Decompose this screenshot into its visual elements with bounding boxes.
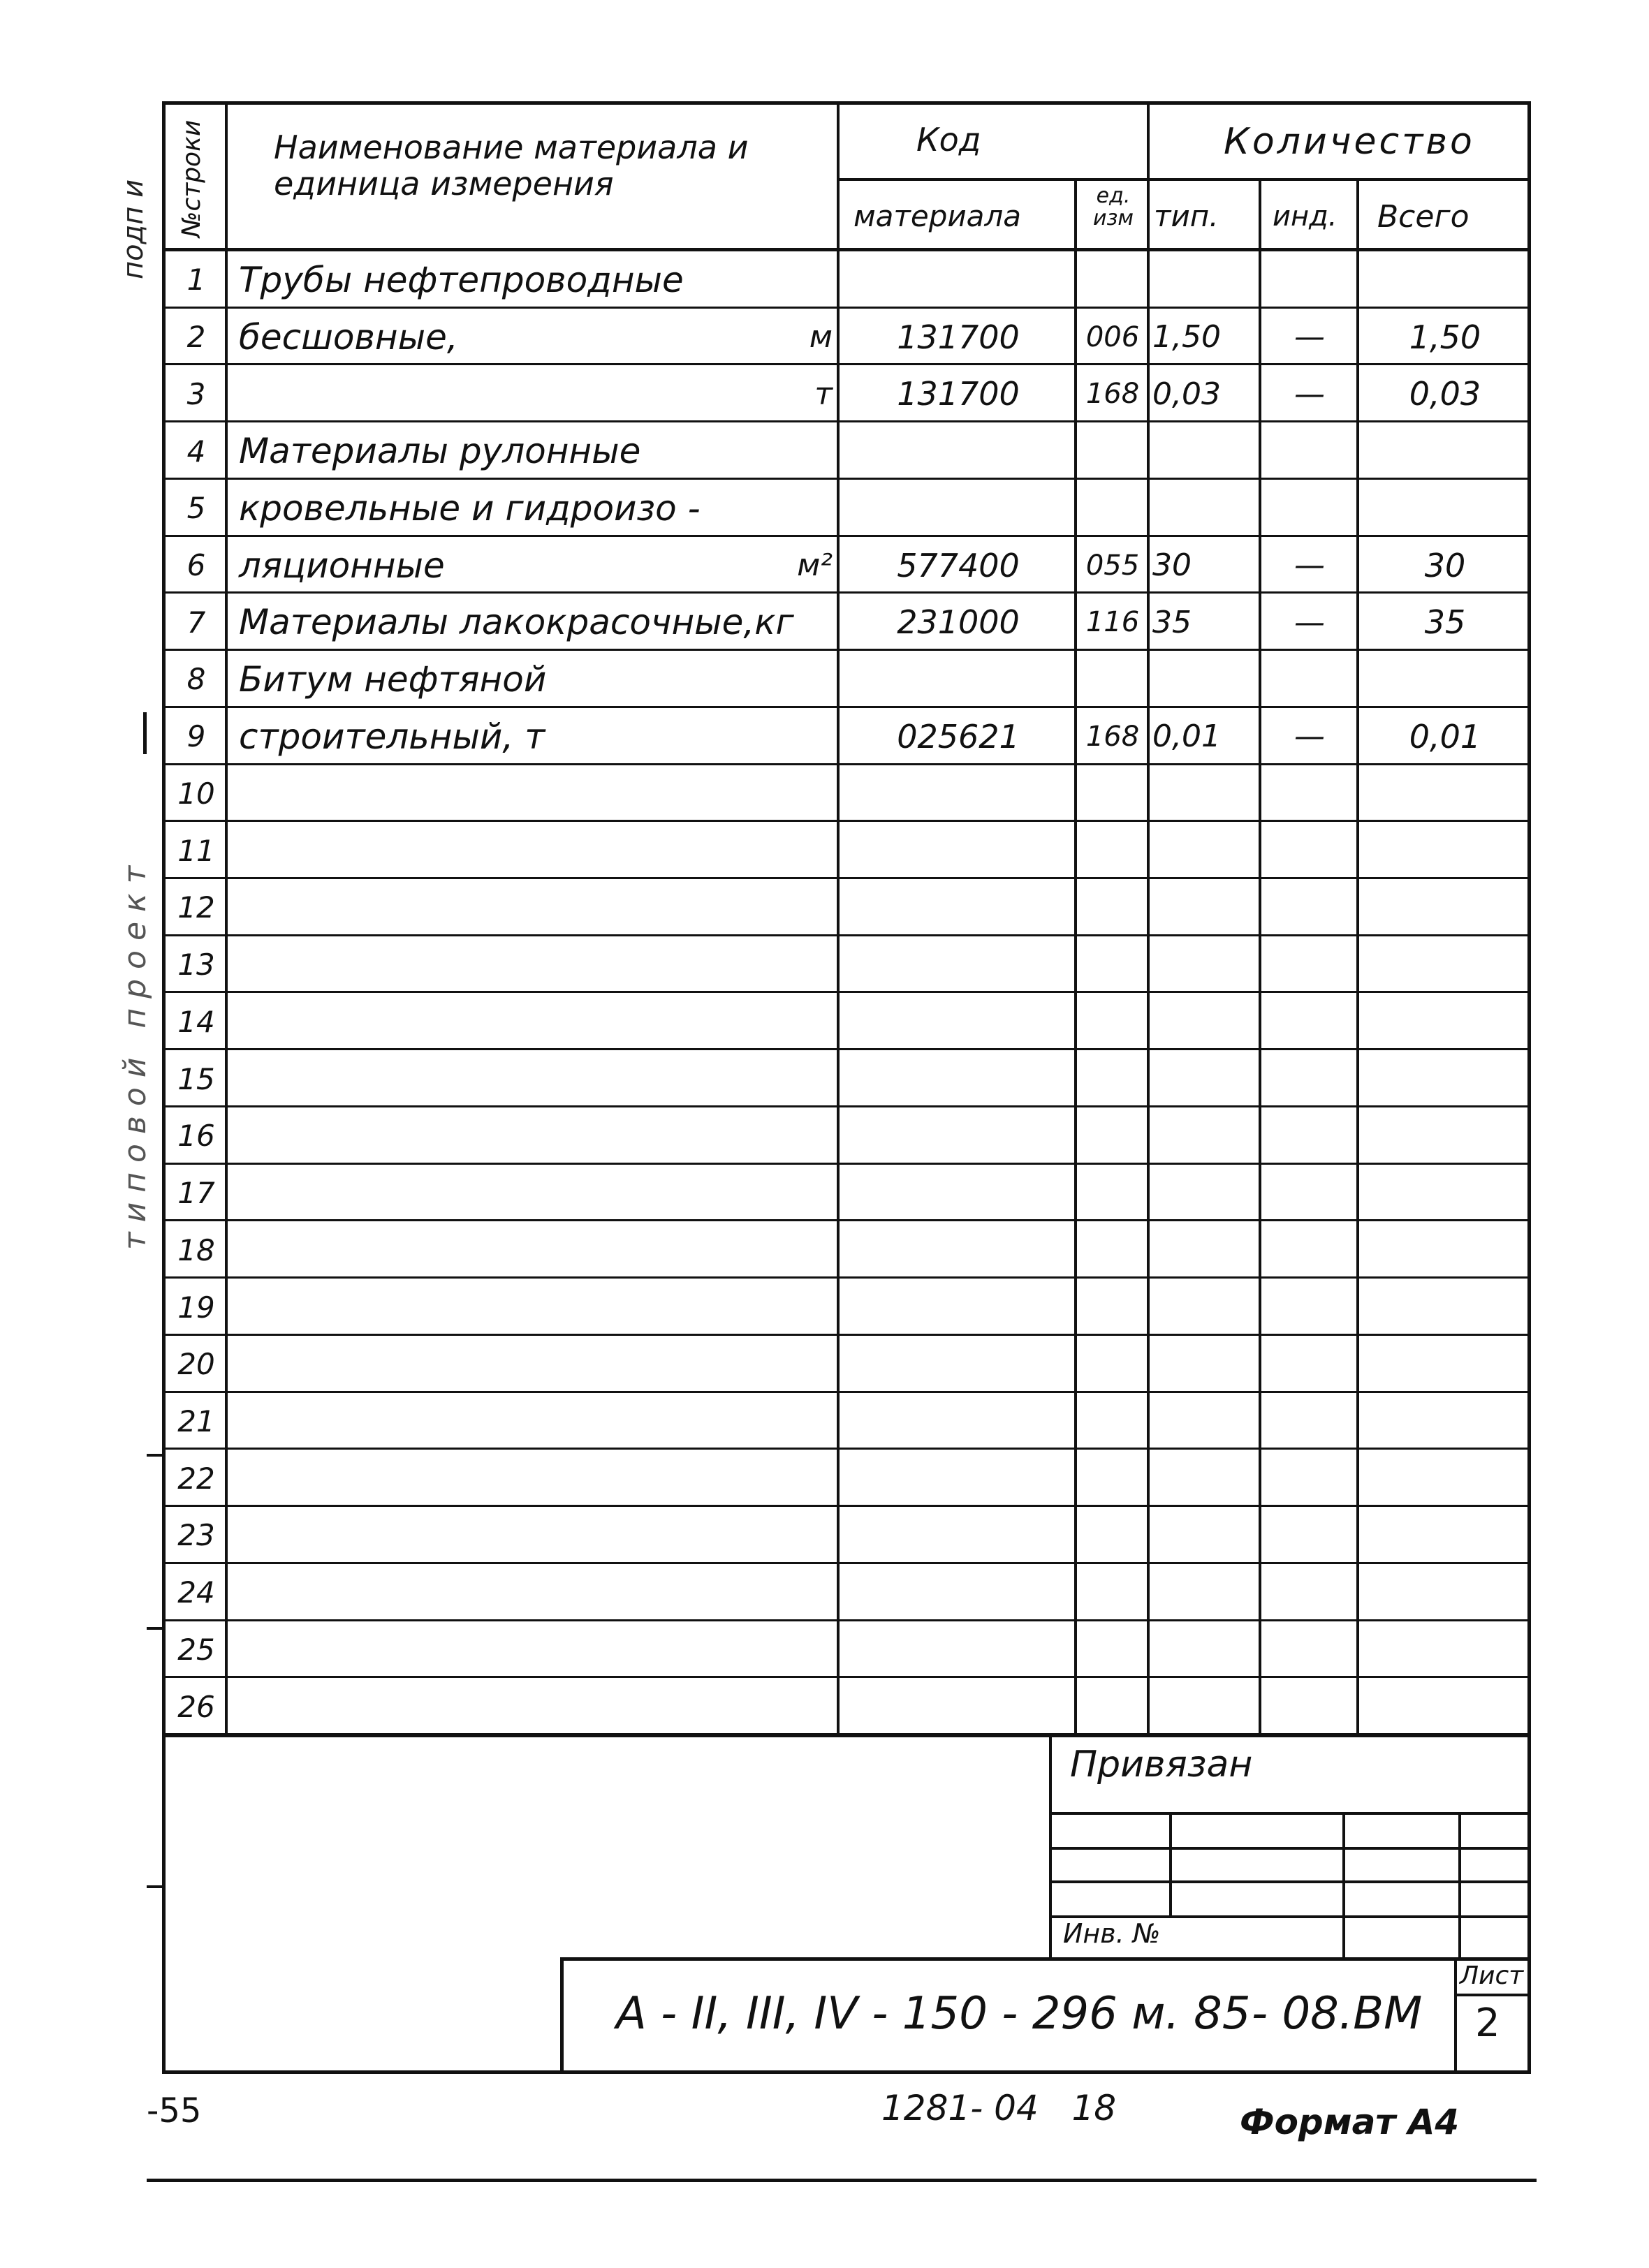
document-designation: А - II, III, IV - 150 - 296 м. 85 [616, 1988, 1251, 2040]
table-row [162, 879, 1531, 936]
row-qty-type [1152, 651, 1257, 708]
margin-label-top: подп и [117, 179, 149, 279]
row-number: 9 [186, 719, 206, 754]
row-code [850, 879, 1067, 936]
row-code [850, 1165, 1067, 1222]
stamp-vline [1458, 1812, 1461, 1959]
row-code: 577400 [897, 546, 1020, 584]
row-code [850, 1221, 1067, 1279]
row-unit-code: 055 [1085, 549, 1140, 582]
header-quantity: Количество [1224, 121, 1475, 163]
row-unit-code [1078, 765, 1147, 823]
row-qty-ind [1264, 1279, 1355, 1336]
table-row [162, 1107, 1531, 1165]
row-qty-total [1365, 251, 1525, 309]
row-unit [714, 1050, 833, 1107]
row-number: 1 [186, 263, 206, 297]
row-name [239, 365, 784, 422]
row-unit [714, 594, 833, 651]
inscription-top [560, 1957, 1531, 1961]
row-qty-total [1365, 936, 1525, 994]
row-unit-code [1078, 1050, 1147, 1107]
inscription-left [560, 1957, 564, 2074]
row-qty-type [1152, 1507, 1257, 1564]
table-row [162, 936, 1531, 994]
header-row-number: №строки [177, 119, 206, 237]
order-number: 1281- 04 18 [881, 2088, 1117, 2128]
row-qty-type [1152, 480, 1257, 537]
row-name: бесшовные, [239, 316, 458, 358]
row-unit [714, 1107, 833, 1165]
row-qty-type: 35 [1152, 604, 1192, 640]
row-number: 7 [186, 605, 206, 640]
row-code [850, 1621, 1067, 1679]
table-row [162, 1165, 1531, 1222]
row-qty-type [1152, 765, 1257, 823]
table-row [162, 708, 1531, 765]
row-qty-total [1365, 994, 1525, 1051]
row-number: 22 [177, 1461, 215, 1496]
row-qty-type [1152, 936, 1257, 994]
row-unit-code: 168 [1085, 720, 1140, 753]
row-qty-total [1365, 1564, 1525, 1621]
row-code [850, 765, 1067, 823]
table-row [162, 1393, 1531, 1450]
row-number: 6 [186, 548, 206, 582]
row-name: Трубы нефтепроводные [239, 259, 684, 300]
row-unit [714, 765, 833, 823]
row-qty-type [1152, 1621, 1257, 1679]
row-name [239, 1050, 784, 1107]
table-row [162, 537, 1531, 594]
row-number: 13 [177, 948, 215, 982]
row-code [850, 422, 1067, 480]
row-qty-total [1365, 1221, 1525, 1279]
row-unit: т [814, 376, 833, 412]
row-qty-total [1365, 1507, 1525, 1564]
row-code [850, 994, 1067, 1051]
margin-label-middle: типовой проект [117, 855, 153, 1250]
sheet-cell-left [1454, 1957, 1457, 2074]
row-qty-total: 30 [1424, 546, 1466, 584]
row-qty-ind [1264, 1165, 1355, 1222]
table-row [162, 365, 1531, 422]
row-name [239, 1279, 784, 1336]
sheet-label: Лист [1460, 1961, 1524, 1990]
row-number: 25 [177, 1632, 215, 1667]
row-unit [714, 1621, 833, 1679]
row-qty-type [1152, 1336, 1257, 1393]
table-row [162, 422, 1531, 480]
row-name [239, 879, 784, 936]
row-number: 23 [177, 1518, 215, 1553]
row-unit [714, 1336, 833, 1393]
row-number: 15 [177, 1061, 215, 1096]
row-name: Материалы рулонные [239, 431, 641, 472]
row-unit-code [1078, 251, 1147, 309]
row-qty-total [1365, 422, 1525, 480]
row-code: 231000 [897, 603, 1020, 642]
row-qty-ind [1264, 1621, 1355, 1679]
header-code-unit: ед. изм [1092, 184, 1134, 230]
row-number: 16 [177, 1119, 215, 1154]
row-name [239, 822, 784, 879]
row-unit: м² [797, 547, 833, 583]
row-name [239, 1221, 784, 1279]
row-unit [714, 422, 833, 480]
row-qty-ind: — [1294, 547, 1325, 583]
row-unit [714, 708, 833, 765]
row-qty-total [1365, 1165, 1525, 1222]
row-qty-ind: — [1294, 719, 1325, 755]
row-unit-code [1078, 994, 1147, 1051]
row-unit-code [1078, 1564, 1147, 1621]
row-code [850, 1393, 1067, 1450]
row-unit: м [809, 319, 833, 355]
row-qty-type [1152, 822, 1257, 879]
row-unit [714, 480, 833, 537]
row-unit [714, 651, 833, 708]
row-qty-total: 35 [1424, 603, 1466, 642]
table-row [162, 1564, 1531, 1621]
row-unit-code: 006 [1085, 321, 1140, 353]
table-body [162, 251, 1531, 1735]
row-unit-code [1078, 1221, 1147, 1279]
row-unit-code [1078, 1678, 1147, 1735]
row-qty-ind [1264, 422, 1355, 480]
row-qty-type [1152, 251, 1257, 309]
stamp-inv: Инв. № [1063, 1918, 1161, 1949]
row-number: 10 [177, 776, 215, 811]
row-qty-type [1152, 879, 1257, 936]
table-row [162, 994, 1531, 1051]
row-qty-ind [1264, 1507, 1355, 1564]
row-name [239, 1107, 784, 1165]
row-unit [714, 251, 833, 309]
row-unit-code [1078, 422, 1147, 480]
table-row [162, 1279, 1531, 1336]
row-qty-ind [1264, 1678, 1355, 1735]
row-name [239, 1393, 784, 1450]
row-qty-type [1152, 1393, 1257, 1450]
header-name-text: Наименование материала и единица измерения [274, 128, 749, 202]
row-name [239, 1507, 784, 1564]
row-code [850, 1107, 1067, 1165]
row-qty-total [1365, 1621, 1525, 1679]
row-code: 131700 [897, 318, 1020, 356]
row-qty-total [1365, 1050, 1525, 1107]
row-name [239, 1336, 784, 1393]
row-qty-ind [1264, 1050, 1355, 1107]
row-qty-ind [1264, 1336, 1355, 1393]
row-qty-total [1365, 1393, 1525, 1450]
row-qty-type [1152, 1450, 1257, 1507]
row-number: 2 [186, 320, 206, 355]
row-qty-total [1365, 1336, 1525, 1393]
row-qty-type [1152, 1678, 1257, 1735]
row-qty-type: 0,03 [1152, 376, 1221, 412]
row-code [850, 936, 1067, 994]
row-unit-code [1078, 1507, 1147, 1564]
row-name [239, 1564, 784, 1621]
row-qty-ind [1264, 936, 1355, 994]
row-unit-code [1078, 651, 1147, 708]
table-row [162, 1450, 1531, 1507]
row-qty-total [1365, 879, 1525, 936]
row-unit [714, 994, 833, 1051]
row-name: кровельные и гидроизо - [239, 487, 701, 529]
row-code [850, 1678, 1067, 1735]
row-qty-total [1365, 1279, 1525, 1336]
row-qty-ind [1264, 651, 1355, 708]
row-number: 4 [186, 434, 206, 469]
row-number: 26 [177, 1689, 215, 1724]
table-row [162, 1050, 1531, 1107]
table-row [162, 1507, 1531, 1564]
row-unit-code [1078, 1107, 1147, 1165]
table-row [162, 765, 1531, 823]
header-qty-total: Всего [1377, 199, 1470, 235]
row-qty-type [1152, 1564, 1257, 1621]
row-unit-code [1078, 480, 1147, 537]
row-number: 19 [177, 1290, 215, 1325]
row-code [850, 1450, 1067, 1507]
row-qty-total [1365, 651, 1525, 708]
row-name: строительный, т [239, 716, 545, 757]
row-qty-type [1152, 1279, 1257, 1336]
row-number: 18 [177, 1232, 215, 1267]
row-name [239, 1678, 784, 1735]
header-qty-ind: инд. [1273, 200, 1337, 233]
row-qty-ind [1264, 879, 1355, 936]
footer-rule [147, 2179, 1537, 2182]
row-code: 025621 [897, 717, 1020, 756]
row-qty-ind: — [1294, 319, 1325, 355]
header-name [274, 129, 819, 202]
row-qty-ind [1264, 251, 1355, 309]
row-unit-code [1078, 1279, 1147, 1336]
table-row [162, 1678, 1531, 1735]
title-block [162, 1735, 1531, 2074]
table-row [162, 822, 1531, 879]
row-code: 131700 [897, 375, 1020, 413]
row-unit-code [1078, 822, 1147, 879]
row-unit-code [1078, 1165, 1147, 1222]
row-qty-ind [1264, 1564, 1355, 1621]
row-qty-ind: — [1294, 604, 1325, 640]
row-unit [714, 822, 833, 879]
row-name [239, 1450, 784, 1507]
row-unit-code [1078, 879, 1147, 936]
header-code: Код [916, 121, 981, 159]
stamp-vline [1342, 1812, 1345, 1959]
row-name: ляционные [239, 545, 445, 586]
row-unit [714, 1221, 833, 1279]
row-code [850, 1336, 1067, 1393]
row-unit-code [1078, 1336, 1147, 1393]
margin-tick [143, 712, 147, 754]
border-top [162, 101, 1531, 105]
row-name [239, 994, 784, 1051]
row-qty-total [1365, 1678, 1525, 1735]
header-code-material: материала [853, 199, 1022, 233]
row-name: Битум нефтяной [239, 658, 547, 700]
row-number: 20 [177, 1347, 215, 1382]
row-unit [714, 1393, 833, 1450]
row-qty-type [1152, 1107, 1257, 1165]
table-row [162, 251, 1531, 309]
row-code [850, 251, 1067, 309]
row-qty-type [1152, 1221, 1257, 1279]
row-code [850, 480, 1067, 537]
header-divider [837, 178, 1531, 181]
row-unit [714, 1165, 833, 1222]
table-row [162, 594, 1531, 651]
sheet-cell-mid [1454, 1994, 1531, 1996]
row-unit [714, 879, 833, 936]
row-qty-total: 0,01 [1409, 717, 1481, 756]
row-number: 8 [186, 662, 206, 697]
row-number: 17 [177, 1176, 215, 1211]
table-row [162, 1221, 1531, 1279]
row-code [850, 651, 1067, 708]
row-qty-ind [1264, 1221, 1355, 1279]
stamp-vline [1169, 1812, 1172, 1917]
row-unit-code [1078, 1450, 1147, 1507]
table-row [162, 651, 1531, 708]
row-name [239, 765, 784, 823]
row-qty-total: 1,50 [1409, 318, 1481, 356]
row-unit-code: 168 [1085, 378, 1140, 411]
row-unit-code [1078, 936, 1147, 994]
row-name: Материалы лакокрасочные,кг [239, 602, 794, 643]
row-unit [714, 1279, 833, 1336]
row-qty-ind [1264, 994, 1355, 1051]
row-qty-type: 0,01 [1152, 719, 1221, 755]
page-number: -55 [147, 2091, 202, 2130]
row-number: 14 [177, 1004, 215, 1039]
row-qty-type [1152, 994, 1257, 1051]
row-number: 21 [177, 1404, 215, 1438]
row-unit [714, 1678, 833, 1735]
row-number: 12 [177, 890, 215, 925]
row-qty-type: 1,50 [1152, 319, 1221, 355]
row-unit-code: 116 [1085, 606, 1140, 639]
row-code [850, 1050, 1067, 1107]
document-suffix: - 08.ВМ [1252, 1988, 1423, 2040]
row-number: 3 [186, 376, 206, 411]
row-unit [714, 1564, 833, 1621]
row-unit [714, 936, 833, 994]
row-qty-ind [1264, 1107, 1355, 1165]
row-qty-total [1365, 480, 1525, 537]
row-qty-total [1365, 1450, 1525, 1507]
row-qty-type [1152, 422, 1257, 480]
header-qty-type: тип. [1154, 199, 1219, 233]
row-qty-ind [1264, 822, 1355, 879]
row-qty-ind [1264, 1393, 1355, 1450]
row-unit [714, 1507, 833, 1564]
row-name [239, 1165, 784, 1222]
row-name [239, 936, 784, 994]
table-row [162, 480, 1531, 537]
row-qty-type [1152, 1165, 1257, 1222]
table-row [162, 309, 1531, 366]
row-qty-ind: — [1294, 376, 1325, 412]
sheet-number: 2 [1475, 2001, 1500, 2046]
specification-form [162, 101, 1531, 2074]
row-qty-total [1365, 765, 1525, 823]
row-qty-total [1365, 822, 1525, 879]
row-name [239, 1621, 784, 1679]
row-qty-total [1365, 1107, 1525, 1165]
row-qty-ind [1264, 765, 1355, 823]
row-qty-type: 30 [1152, 547, 1192, 583]
row-number: 24 [177, 1575, 215, 1610]
row-code [850, 822, 1067, 879]
row-unit-code [1078, 1621, 1147, 1679]
row-qty-ind [1264, 480, 1355, 537]
row-code [850, 1564, 1067, 1621]
row-qty-ind [1264, 1450, 1355, 1507]
row-code [850, 1507, 1067, 1564]
row-number: 11 [177, 833, 215, 868]
row-qty-total: 0,03 [1409, 375, 1481, 413]
row-number: 5 [186, 491, 206, 526]
row-unit [714, 1450, 833, 1507]
table-row [162, 1336, 1531, 1393]
row-unit-code [1078, 1393, 1147, 1450]
paper-format: Формат А4 [1240, 2102, 1460, 2142]
row-qty-type [1152, 1050, 1257, 1107]
row-code [850, 1279, 1067, 1336]
table-row [162, 1621, 1531, 1679]
stamp-linked: Привязан [1070, 1744, 1253, 1785]
